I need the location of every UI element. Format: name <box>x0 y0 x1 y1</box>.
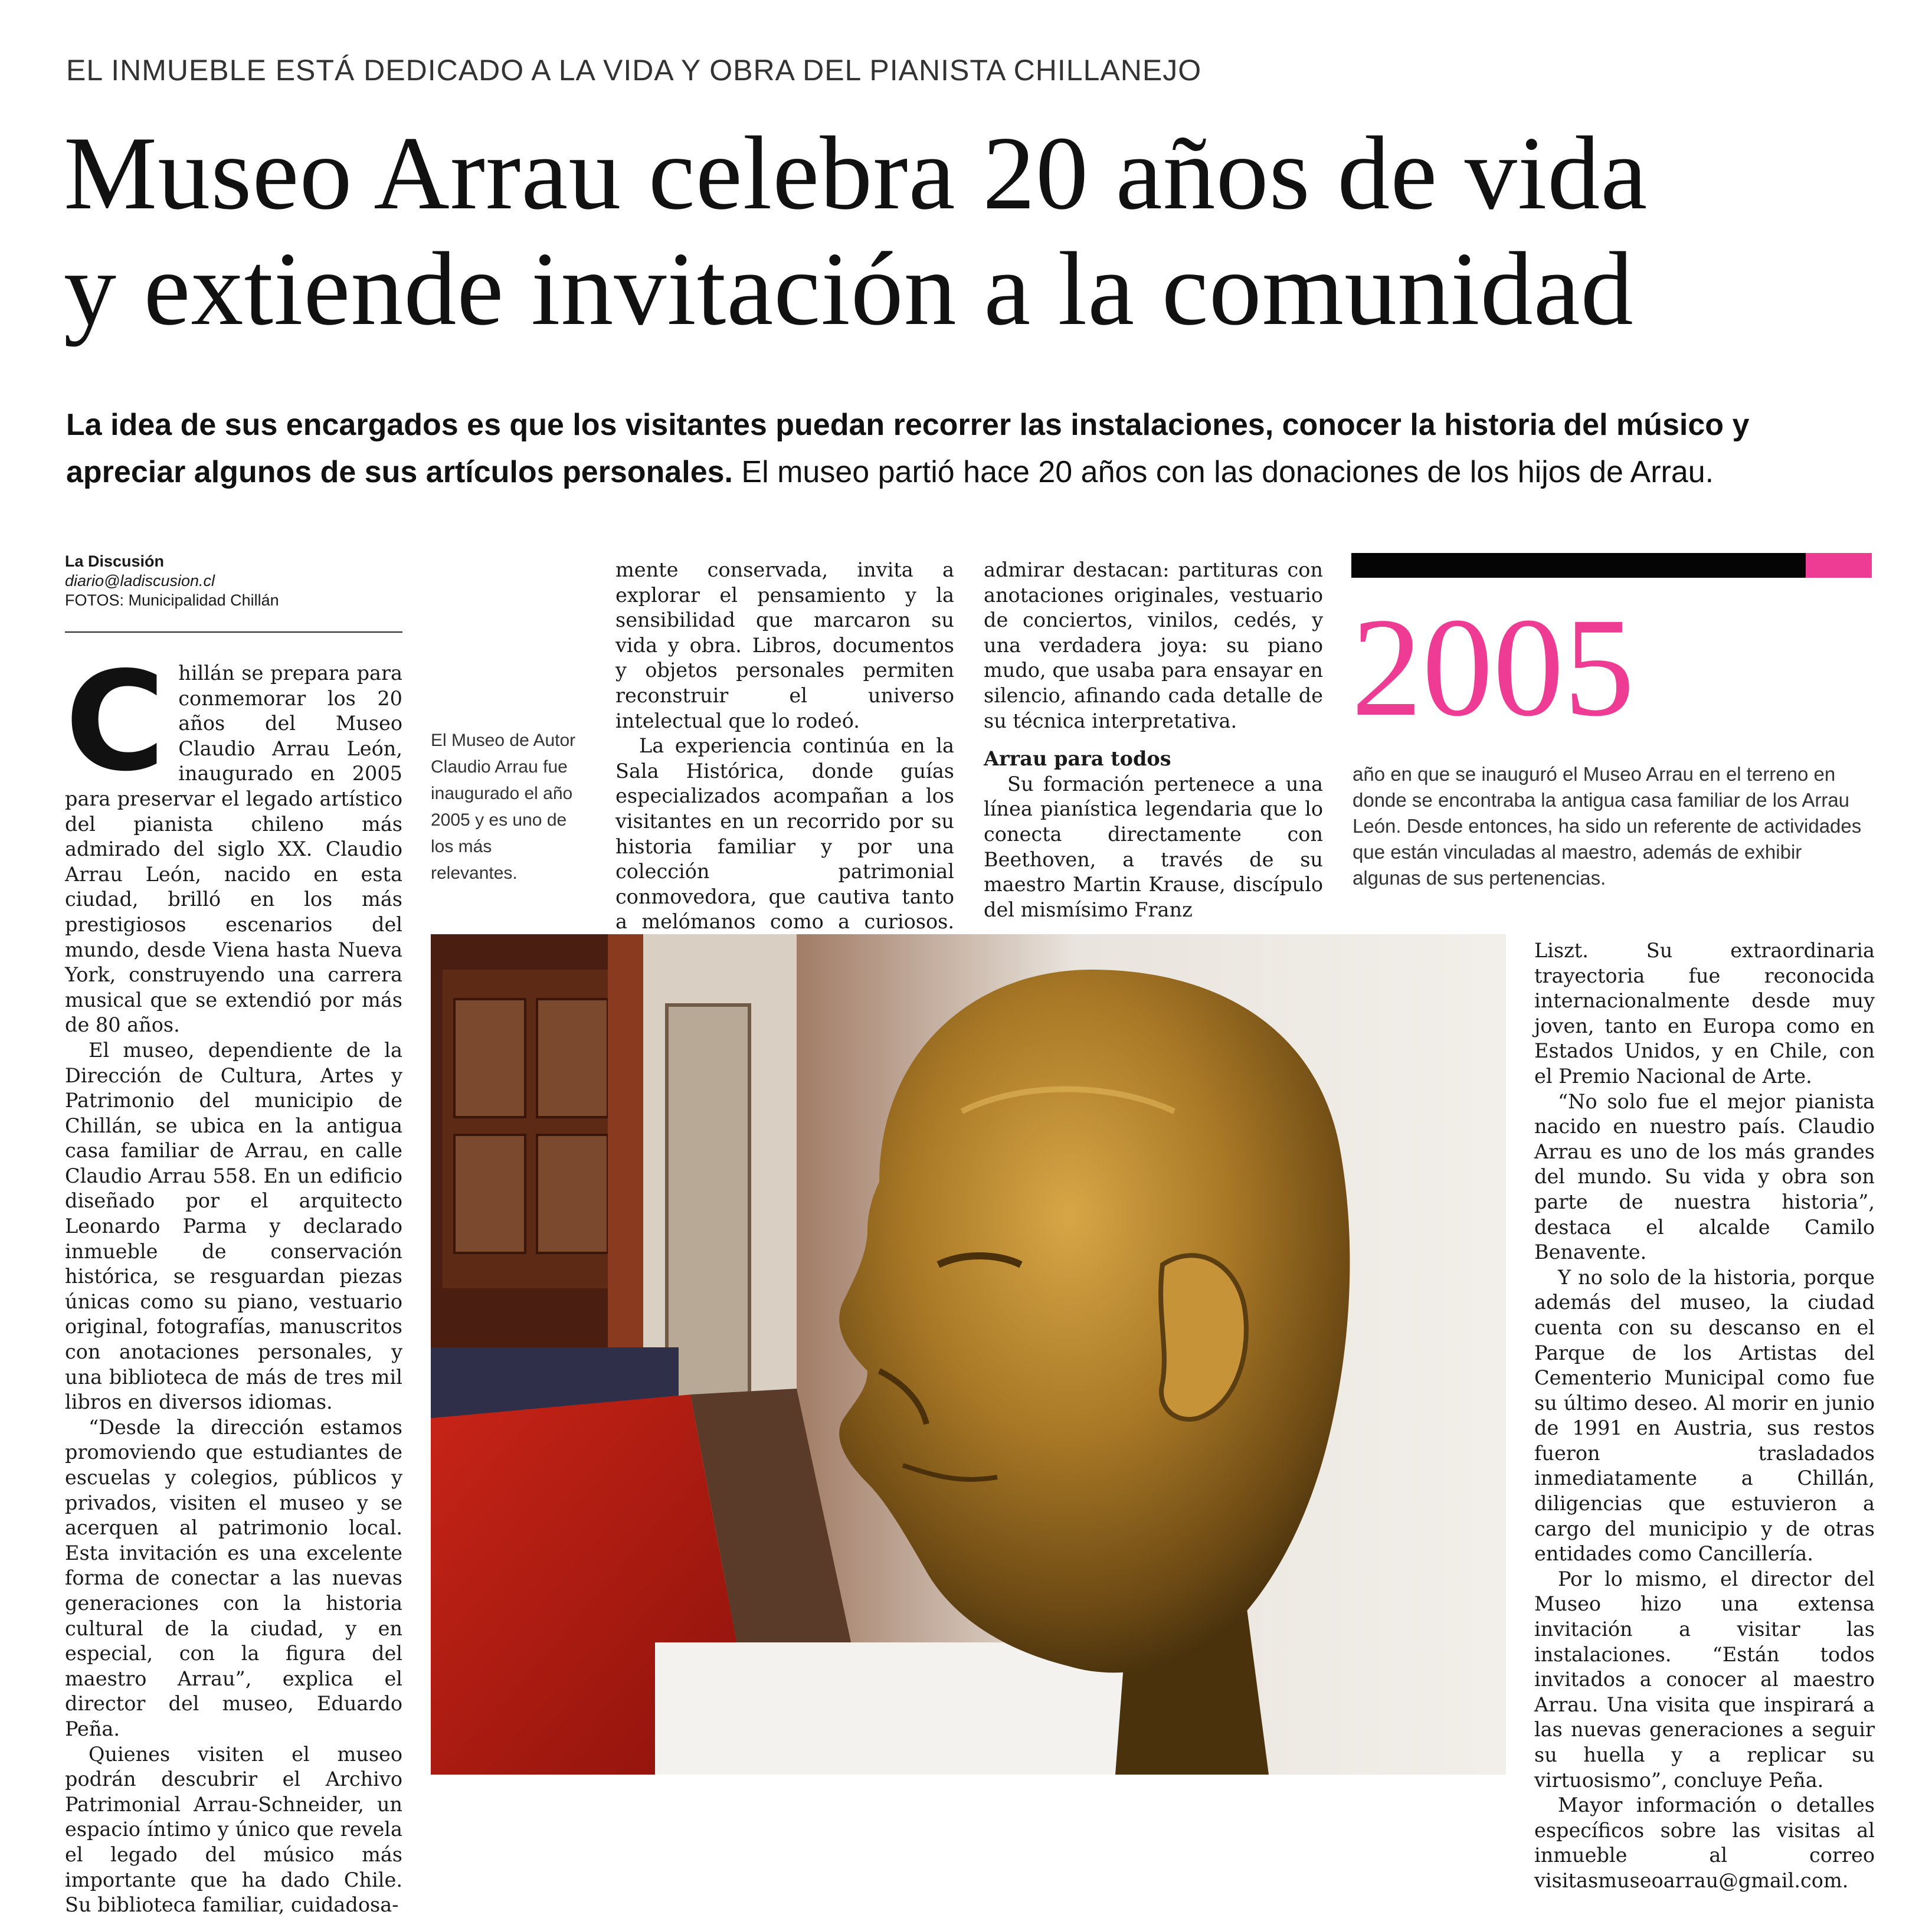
headline-line-1: Museo Arrau celebra 20 años de vida <box>64 114 1648 231</box>
factbox-text: año en que se inauguró el Museo Arrau en el terreno en donde se encontraba la antigua casa familiar de los Arrau León. Desde entonces, ha sido un referente de actividades que están vinculadas al maestro, además de exhibir algunas de sus pertenencias. <box>1353 763 1862 889</box>
bust-photo <box>431 934 1506 1775</box>
lead-regular: El museo partió hace 20 años con las donaciones de los hijos de Arrau. <box>732 455 1714 489</box>
headline <box>64 115 1893 346</box>
body-column-3 <box>984 558 1323 922</box>
lead-paragraph <box>66 401 1854 496</box>
body-paragraph: mente conservada, invita a explorar el pensamiento y la sensibilidad que marcaron su vida y obra. Libros, documentos y objetos personales permiten reconstruir el universo intelectual que lo rodeó. <box>615 558 954 732</box>
byline-photos: FOTOS: Municipalidad Chillán <box>65 591 279 609</box>
body-paragraph: admirar destacan: partituras con anotaciones originales, vestuario de conciertos, vinilos, cedés, y una verdadera joya: su piano mudo, que usaba para ensayar en silencio, afinando cada detalle de su técnica interpretativa. <box>984 558 1323 732</box>
photo-caption: El Museo de Autor Claudio Arrau fue inaugurado el año 2005 y es uno de los más relevantes. <box>431 731 576 883</box>
headline-line-2: y extiende invitación a la comunidad <box>64 230 1634 347</box>
body-paragraph <box>65 642 402 1038</box>
byline <box>65 552 407 610</box>
byline-divider <box>65 631 402 633</box>
section-subhead: Arrau para todos <box>984 747 1171 771</box>
drop-cap: C <box>65 642 166 801</box>
byline-email: diario@ladiscusion.cl <box>65 572 215 590</box>
body-column-4 <box>1534 938 1875 1894</box>
factbox-year: 2005 <box>1351 588 1635 745</box>
byline-name: La Discusión <box>65 552 165 570</box>
body-paragraph: Liszt. Su extraordinaria trayectoria fue reconocida internacionalmente desde muy joven, tanto en Europa como en Estados Unidos, y en Chile, con el Premio Nacional de Arte. <box>1534 939 1875 1088</box>
factbox-bar <box>1351 553 1806 578</box>
lead-bold: La idea de sus encargados es que los visitantes puedan recorrer las instalaciones, conocer la historia del músico y apreciar algunos de sus artículos personales. <box>66 408 1750 489</box>
body-paragraph: “No solo fue el mejor pianista nacido en nuestro país. Claudio Arrau es uno de los más grandes del mundo. Su vida y obra son parte de nuestra historia”, destaca el alcalde Camilo Benavente. <box>1534 1089 1875 1264</box>
body-paragraph: Por lo mismo, el director del Museo hizo una extensa invitación a visitar las instalaciones. “Están todos invitados a conocer al maestro Arrau. Una visita que inspirará a las nuevas generaciones a seguir su huella y a replicar su virtuosismo”, concluye Peña. <box>1534 1567 1875 1792</box>
body-column-1 <box>65 642 402 1918</box>
bust-photo-illustration <box>431 934 1506 1775</box>
body-paragraph: Y no solo de la historia, porque además del museo, la ciudad cuenta con su descanso en el Parque de los Artistas del Cementerio Municipal como fue su último deseo. Al morir en junio de 1991 en Austria, sus restos fueron trasladados inmediatamente a Chillán, diligencias que estuvieron a cargo del municipio y de otras entidades como Cancillería. <box>1534 1265 1875 1566</box>
body-paragraph: Su formación pertenece a una línea pianística legendaria que lo conecta directamente con Beethoven, a través de su maestro Martin Krause, discípulo del mismísimo Franz <box>984 772 1323 921</box>
body-paragraph: El museo, dependiente de la Dirección de Cultura, Artes y Patrimonio del municipio de Chillán, se ubica en la antigua casa familiar de Arrau, en calle Claudio Arrau 558. En un edificio diseñado por el arquitecto Leonardo Parma y declarado inmueble de conservación histórica, se resguardan piezas únicas como su piano, vestuario original, fotografías, manuscritos con anotaciones personales, y una biblioteca de más de tres mil libros en diversos idiomas. <box>65 1038 402 1414</box>
factbox-bar-accent <box>1806 553 1872 578</box>
body-column-2 <box>615 558 954 960</box>
body-paragraph: Quienes visiten el museo podrán descubrir el Archivo Patrimonial Arrau-Schneider, un espacio íntimo y único que revela el legado del músico más importante que ha dado Chile. Su biblioteca familiar, cuidadosa- <box>65 1742 402 1917</box>
body-paragraph: La experiencia continúa en la Sala Histórica, donde guías especializados acompañan a los visitantes en un recorrido por su historia familiar y por una colección patrimonial conmovedora, que cautiva tanto a melómanos como a curiosos. <box>615 734 954 934</box>
kicker: EL INMUEBLE ESTÁ DEDICADO A LA VIDA Y OBRA DEL PIANISTA CHILLANEJO <box>66 54 1202 87</box>
body-paragraph: Mayor información o detalles específicos sobre las visitas al inmueble al correo visitasmuseoarrau@gmail.com. <box>1534 1793 1875 1892</box>
body-paragraph: “Desde la dirección estamos promoviendo que estudiantes de escuelas y colegios, públicos y privados, visiten el museo y se acerquen al patrimonio local. Esta invitación es una excelente forma de conectar a las nuevas generaciones con la historia cultural de la ciudad, y en especial, con la figura del maestro Arrau”, explica el director del museo, Eduardo Peña. <box>65 1415 402 1740</box>
paragraph-text: hillán se prepara para conmemorar los 20 años del Museo Claudio Arrau León, inaugurado en 2005 para preservar el legado artístico del pianista chileno más admirado del siglo XX. Claudio Arrau León, nacido en esta ciudad, brilló en los más prestigiosos escenarios del mundo, desde Viena hasta Nueva York, construyendo una carrera musical que se extendió por más de 80 años. <box>65 662 402 1037</box>
